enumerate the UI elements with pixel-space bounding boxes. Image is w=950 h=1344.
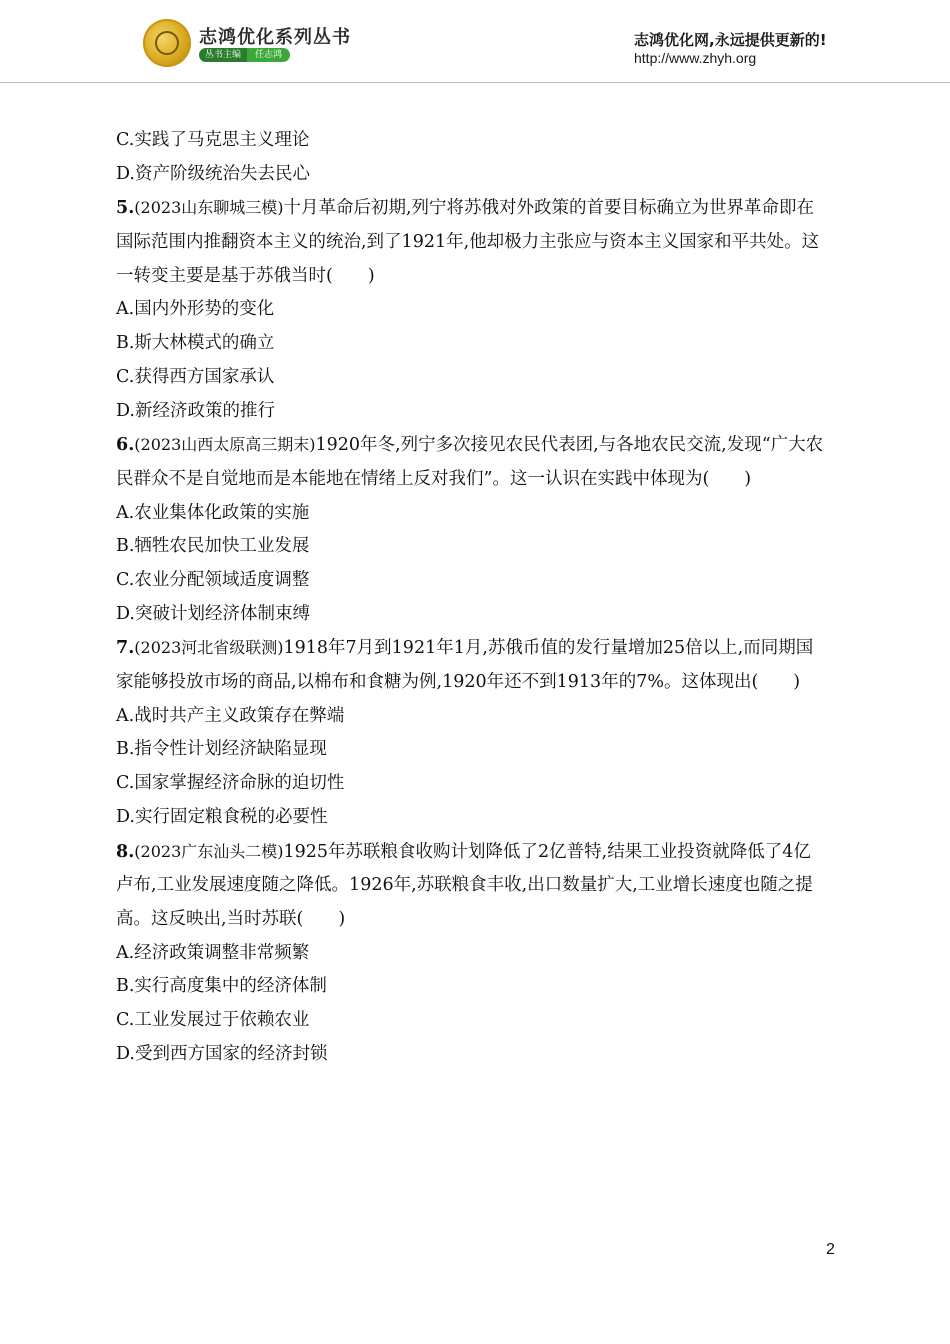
series-logo-icon xyxy=(143,19,191,67)
series-title: 志鸿优化系列丛书 xyxy=(199,27,351,48)
page-header xyxy=(0,0,950,83)
question-source: (2023山东聊城三模) xyxy=(134,198,284,218)
question-7 xyxy=(116,631,828,834)
editor-label: 丛书主编 xyxy=(199,48,247,62)
option-line: D.资产阶级统治失去民心 xyxy=(116,163,310,184)
option-d: D.突破计划经济体制束缚 xyxy=(116,603,310,624)
option-c: C.国家掌握经济命脉的迫切性 xyxy=(116,773,345,794)
option-d: D.实行固定粮食税的必要性 xyxy=(116,806,328,827)
option-a: A.战时共产主义政策存在弊端 xyxy=(116,705,345,726)
question-8 xyxy=(116,835,828,1072)
question-source: (2023山西太原高三期末) xyxy=(134,435,316,455)
option-d: D.受到西方国家的经济封锁 xyxy=(116,1043,328,1064)
question-text: 7.(2023河北省级联测)1918年7月到1921年1月,苏俄币值的发行量增加25倍以上,而同期国家能够投放市场的商品,以棉布和食糖为例,1920年还不到1913年的7%。这体现出( ) xyxy=(116,638,814,693)
option-c: C.工业发展过于依赖农业 xyxy=(116,1010,310,1031)
question-5 xyxy=(116,191,828,428)
question-stem: 1918年7月到1921年1月,苏俄币值的发行量增加25倍以上,而同期国家能够投放市场的商品,以棉布和食糖为例,1920年还不到1913年的7%。这体现出( ) xyxy=(116,638,814,693)
question-stem: 1920年冬,列宁多次接见农民代表团,与各地农民交流,发现“广大农民群众不是自觉地而是本能地在情绪上反对我们”。这一认识在实践中体现为( ) xyxy=(116,435,824,489)
question-number: 8 xyxy=(116,841,129,862)
editor-name: 任志鸿 xyxy=(247,48,290,62)
header-url[interactable]: http://www.zhyh.org xyxy=(634,50,757,66)
option-d: D.新经济政策的推行 xyxy=(116,400,275,421)
option-c: C.获得西方国家承认 xyxy=(116,366,275,387)
question-text: 5.(2023山东聊城三模)十月革命后初期,列宁将苏俄对外政策的首要目标确立为世界革命即在国际范围内推翻资本主义的统治,到了1921年,他却极力主张应与资本主义国家和平共处。这一转变主要是基于苏俄当时( ) xyxy=(116,198,820,286)
option-b: B.牺牲农民加快工业发展 xyxy=(116,536,310,557)
option-c: C.农业分配领域适度调整 xyxy=(116,570,310,591)
option-b: B.指令性计划经济缺陷显现 xyxy=(116,739,327,760)
editor-badge xyxy=(199,48,290,62)
option-line: C.实践了马克思主义理论 xyxy=(116,130,310,150)
header-slogan: 志鸿优化网,永远提供更新的! xyxy=(634,31,827,49)
question-number: 7 xyxy=(116,638,129,659)
option-a: A.国内外形势的变化 xyxy=(116,299,275,320)
question-stem: 1925年苏联粮食收购计划降低了2亿普特,结果工业投资就降低了4亿卢布,工业发展速度随之降低。1926年,苏联粮食丰收,出口数量扩大,工业增长速度也随之提高。这反映出,当时苏联( ) xyxy=(116,841,813,929)
question-content xyxy=(116,124,828,1071)
question-stem: 十月革命后初期,列宁将苏俄对外政策的首要目标确立为世界革命即在国际范围内推翻资本主义的统治,到了1921年,他却极力主张应与资本主义国家和平共处。这一转变主要是基于苏俄当时( ) xyxy=(116,198,820,286)
question-number: 6 xyxy=(116,435,129,456)
question-text: 6.(2023山西太原高三期末)1920年冬,列宁多次接见农民代表团,与各地农民交流,发现“广大农民群众不是自觉地而是本能地在情绪上反对我们”。这一认识在实践中体现为( ) xyxy=(116,435,824,489)
question-6 xyxy=(116,428,828,631)
question-text: 8.(2023广东汕头二模)1925年苏联粮食收购计划降低了2亿普特,结果工业投资就降低了4亿卢布,工业发展速度随之降低。1926年,苏联粮食丰收,出口数量扩大,工业增长速度也随之提高。这反映出,当时苏联( ) xyxy=(116,841,813,929)
question-source: (2023广东汕头二模) xyxy=(134,841,284,861)
question-source: (2023河北省级联测) xyxy=(134,638,284,658)
option-b: B.实行高度集中的经济体制 xyxy=(116,976,327,997)
page-number: 2 xyxy=(826,1241,835,1258)
question-number: 5 xyxy=(116,198,129,219)
option-a: A.农业集体化政策的实施 xyxy=(116,502,310,523)
option-a: A.经济政策调整非常频繁 xyxy=(116,942,310,963)
option-b: B.斯大林模式的确立 xyxy=(116,333,275,354)
